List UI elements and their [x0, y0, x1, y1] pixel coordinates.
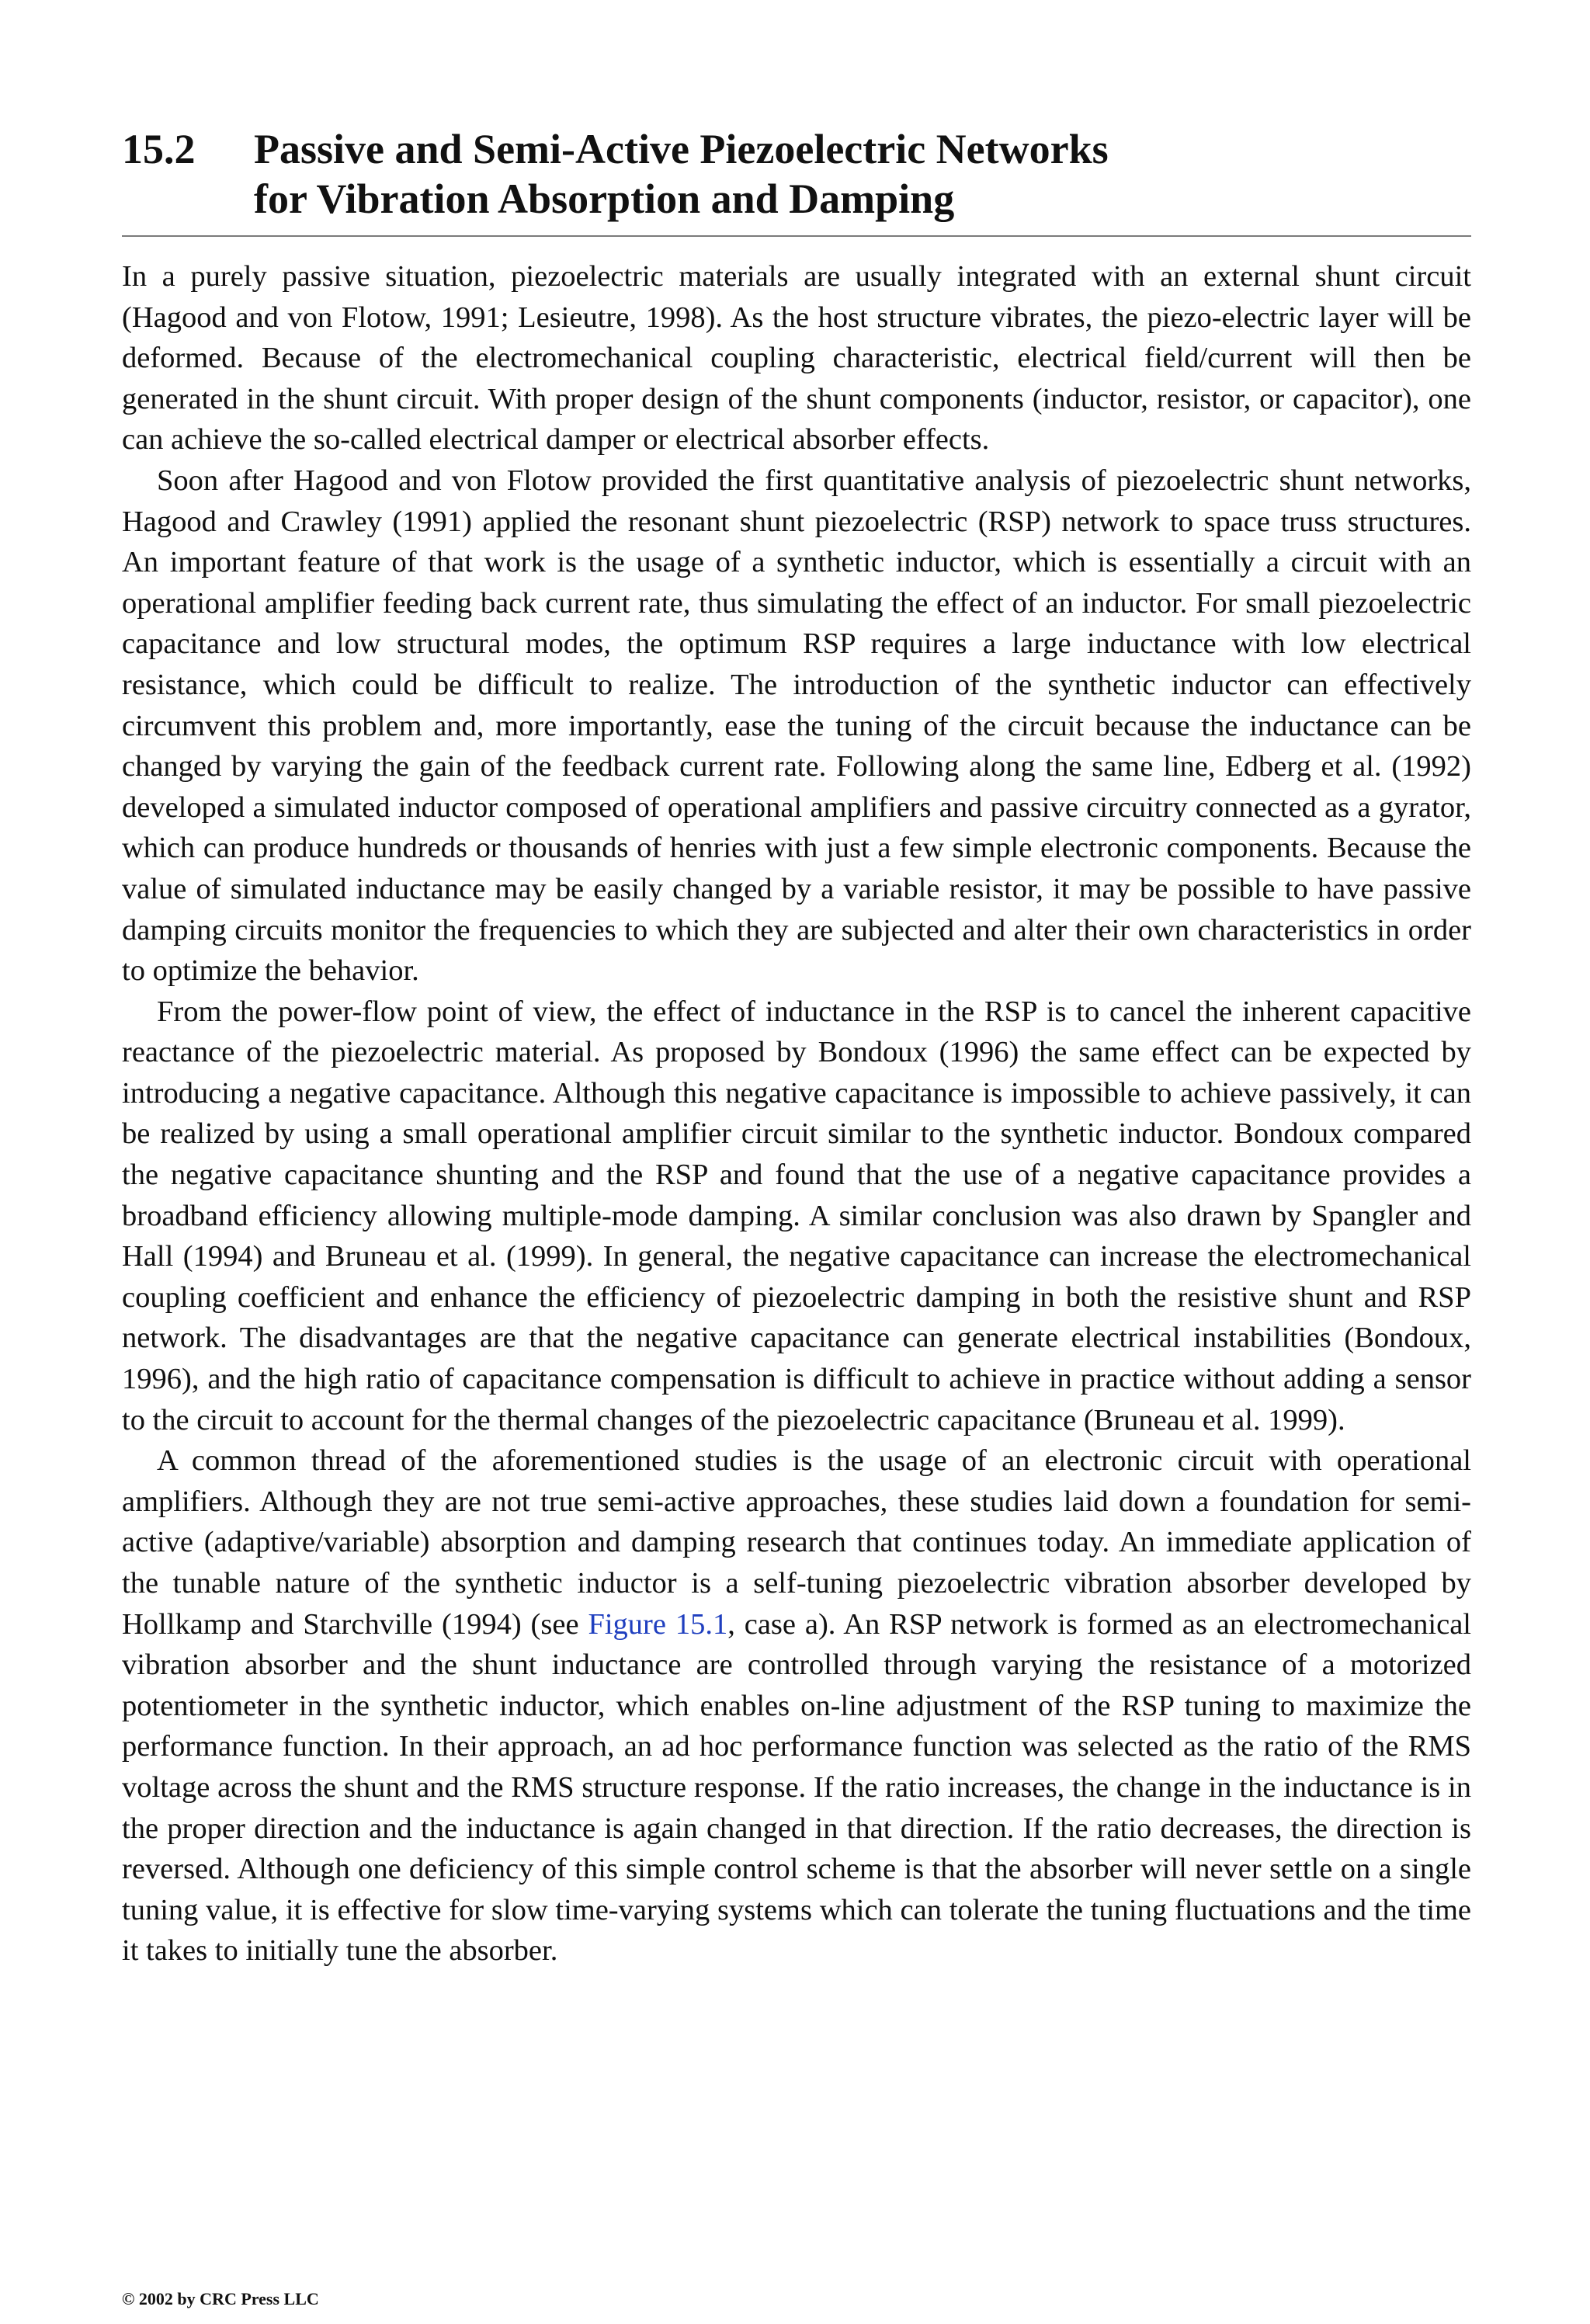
paragraph-4-text-start: A common thread of the aforementioned studies is the usage of an electronic circuit with operational amplifiers. Although they are not true semi-active approaches, these studies laid down a foundation for semi-active (adaptive/variable) absorption and damping research that continues today. An immediate application of the tunable nature of the synthetic inductor is a self-tuning piezoelectric vibration absorber developed by Hollkamp and Starchville (1994) (see — [122, 1444, 1471, 1641]
paragraph-4 — [122, 1440, 1471, 1971]
heading-divider — [122, 235, 1471, 237]
section-title-line-1: Passive and Semi-Active Piezoelectric Networks — [254, 126, 1109, 172]
paragraph-2: Soon after Hagood and von Flotow provided the first quantitative analysis of piezoelectric shunt networks, Hagood and Crawley (1991) applied the resonant shunt piezoelectric (RSP) network to space truss structures. An important feature of that work is the usage of a synthetic inductor, which is essentially a circuit with an operational amplifier feeding back current rate, thus simulating the effect of an inductor. For small piezoelectric capacitance and low structural modes, the optimum RSP requires a large inductance with low electrical resistance, which could be difficult to realize. The introduction of the synthetic inductor can effectively circumvent this problem and, more importantly, ease the tuning of the circuit because the inductance can be changed by varying the gain of the feedback current rate. Following along the same line, Edberg et al. (1992) developed a simulated inductor composed of operational amplifiers and passive circuitry connected as a gyrator, which can produce hundreds or thousands of henries with just a few simple electronic components. Because the value of simulated inductance may be easily changed by a variable resistor, it may be possible to have passive damping circuits monitor the frequencies to which they are subjected and alter their own characteristics in order to optimize the behavior. — [122, 464, 1471, 988]
section-title — [254, 124, 1109, 224]
figure-15-1-link[interactable]: Figure 15.1 — [588, 1607, 728, 1641]
paragraph-1: In a purely passive situation, piezoelectric materials are usually integrated with an external shunt circuit (Hagood and von Flotow, 1991; Lesieutre, 1998). As the host structure vibrates, the piezo-electric layer will be deformed. Because of the electromechanical coupling characteristic, electrical field/current will then be generated in the shunt circuit. With proper design of the shunt components (inductor, resistor, or capacitor), one can achieve the so-called electrical damper or electrical absorber effects. — [122, 260, 1471, 457]
section-heading — [122, 124, 1471, 224]
paragraph-4-text-end: , case a). An RSP network is formed as an electromechanical vibration absorber and the shunt inductance are controlled through varying the resistance of a motorized potentiometer in the synthetic inductor, which enables on-line adjustment of the RSP tuning to maximize the performance function. In their approach, an ad hoc performance function was selected as the ratio of the RMS voltage across the shunt and the RMS structure response. If the ratio increases, the change in the inductance is in the proper direction and the inductance is again changed in that direction. If the ratio decreases, the direction is reversed. Although one deficiency of this simple control scheme is that the absorber will never settle on a single tuning value, it is effective for slow time-varying systems which can tolerate the tuning fluctuations and the time it takes to initially tune the absorber. — [122, 1607, 1471, 1968]
section-number: 15.2 — [122, 126, 196, 172]
copyright-footer: © 2002 by CRC Press LLC — [122, 2289, 319, 2308]
section-title-line-2: for Vibration Absorption and Damping — [254, 175, 955, 222]
section-header — [122, 124, 1471, 224]
body-text — [122, 256, 1471, 1971]
paragraph-3: From the power-flow point of view, the effect of inductance in the RSP is to cancel the inherent capacitive reactance of the piezoelectric material. As proposed by Bondoux (1996) the same effect can be expected by introducing a negative capacitance. Although this negative capacitance is impossible to achieve passively, it can be realized by using a small operational amplifier circuit similar to the synthetic inductor. Bondoux compared the negative capacitance shunting and the RSP and found that the use of a negative capacitance provides a broadband efficiency allowing multiple-mode damping. A similar conclusion was also drawn by Spangler and Hall (1994) and Bruneau et al. (1999). In general, the negative capacitance can increase the electromechanical coupling coefficient and enhance the efficiency of piezoelectric damping in both the resistive shunt and RSP network. The disadvantages are that the negative capacitance can generate electrical instabilities (Bondoux, 1996), and the high ratio of capacitance compensation is difficult to achieve in practice without adding a sensor to the circuit to account for the thermal changes of the piezoelectric capacitance (Bruneau et al. 1999). — [122, 995, 1471, 1436]
